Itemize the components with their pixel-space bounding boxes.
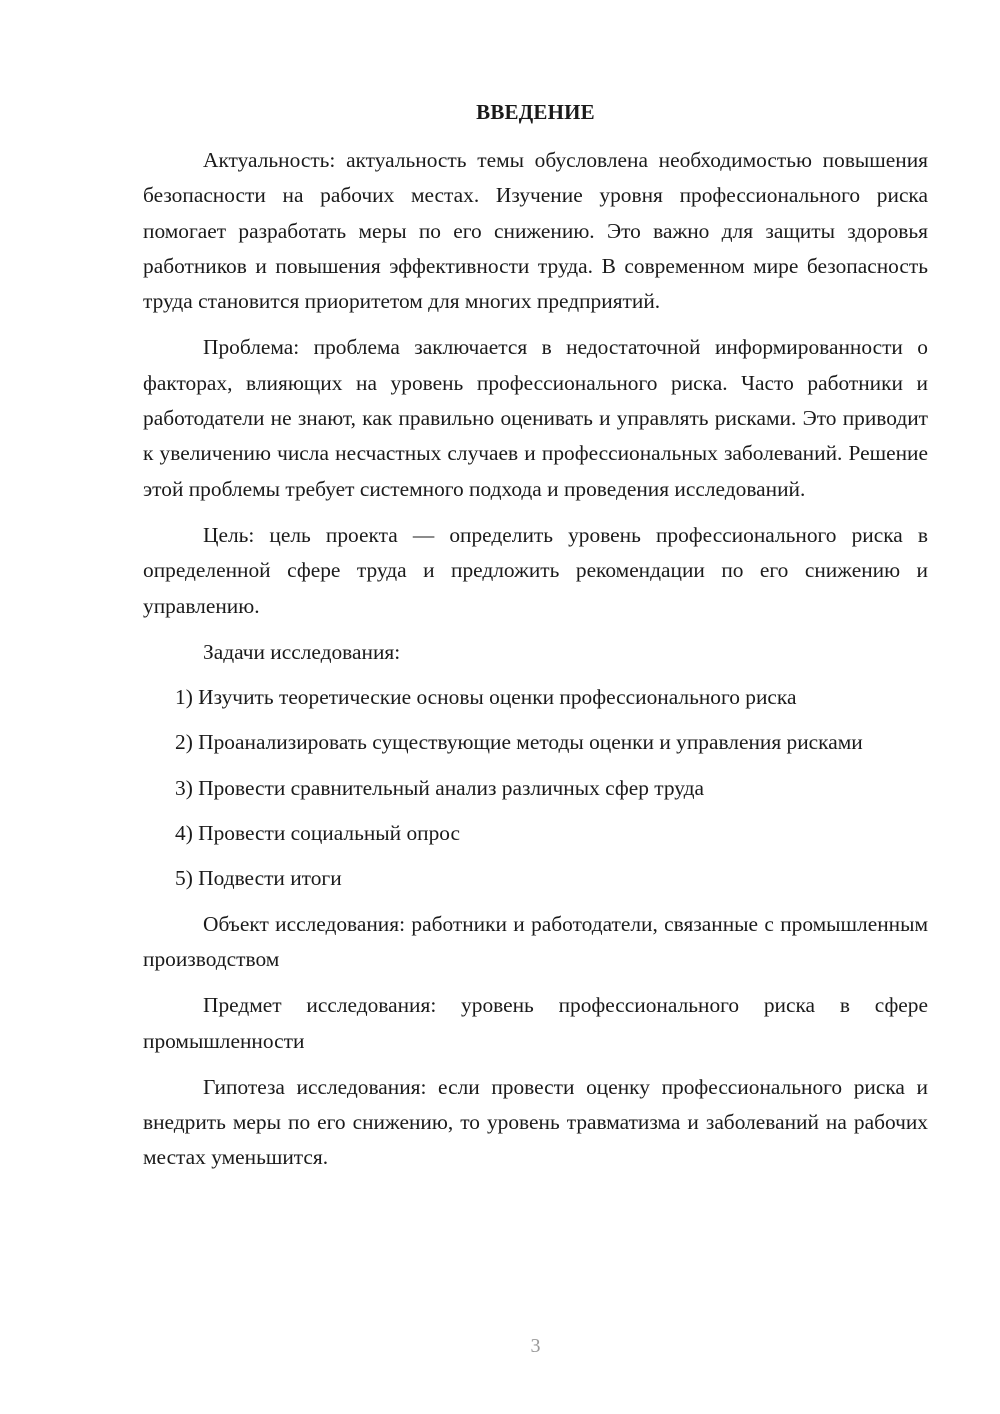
document-page xyxy=(143,0,928,1414)
document-body xyxy=(143,143,928,1187)
page-number: 3 xyxy=(530,1335,541,1357)
task-item: 5) Подвести итоги xyxy=(175,866,342,891)
paragraph-tasks-heading: Задачи исследования: xyxy=(203,639,401,664)
paragraph-object: Объект исследования: работники и работодатели, связанные с промышленным производством xyxy=(143,911,928,971)
paragraph-subject: Предмет исследования: уровень профессионального риска в сфере промышленности xyxy=(143,993,928,1053)
paragraph-relevance: Актуальность: актуальность темы обусловлена необходимостью повышения безопасности на рабочих местах. Изучение уровня профессионального риска помогает разработать меры по его снижению. Это важно для защиты здоровья работников и повышения эффективности труда. В современном мире безопасность труда становится приоритетом для многих предприятий. xyxy=(143,148,928,314)
paragraph-goal: Цель: цель проекта — определить уровень профессионального риска в определенной сфере труда и предложить рекомендации по его снижению и управлению. xyxy=(143,522,928,618)
section-title: ВВЕДЕНИЕ xyxy=(476,100,595,124)
task-item: 2) Проанализировать существующие методы оценки и управления рисками xyxy=(175,730,863,755)
task-item: 3) Провести сравнительный анализ различных сфер труда xyxy=(175,775,705,800)
task-item: 4) Провести социальный опрос xyxy=(175,821,461,846)
paragraph-hypothesis: Гипотеза исследования: если провести оценку профессионального риска и внедрить меры по его снижению, то уровень травматизма и заболеваний на рабочих местах уменьшится. xyxy=(143,1074,928,1170)
paragraph-problem: Проблема: проблема заключается в недостаточной информированности о факторах, влияющих на уровень профессионального риска. Часто работники и работодатели не знают, как правильно оценивать и управлять рисками. Это приводит к увеличению числа несчастных случаев и профессиональных заболеваний. Решение этой проблемы требует системного подхода и проведения исследований. xyxy=(143,335,928,501)
task-item: 1) Изучить теоретические основы оценки профессионального риска xyxy=(175,685,797,710)
